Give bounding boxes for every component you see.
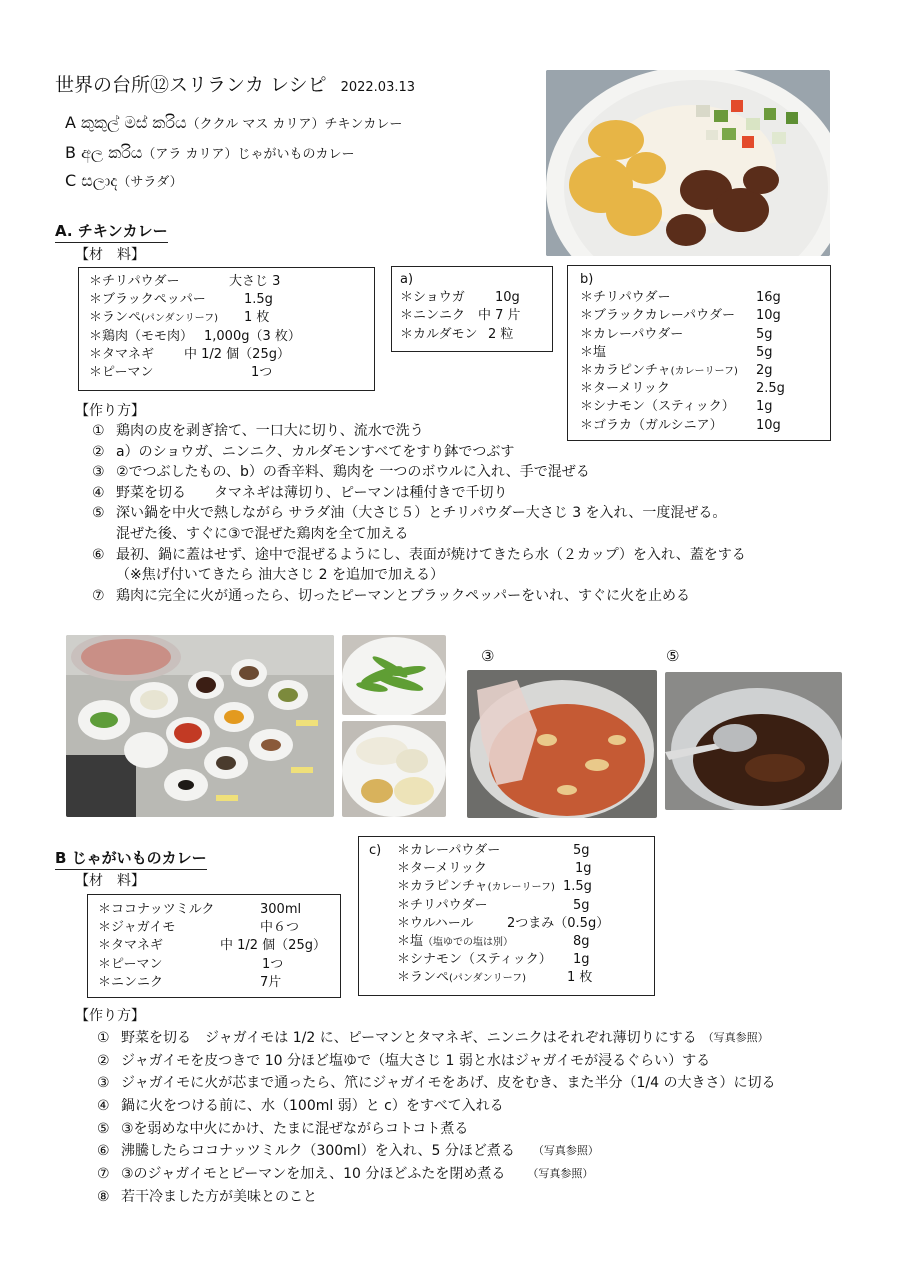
- ingredient-row: ＊ピーマン 1つ: [98, 956, 284, 972]
- ingredient-row: ＊ブラックペッパー 1.5g: [89, 292, 273, 308]
- ingredient-row: ＊ターメリック 1g: [397, 861, 592, 877]
- step-item: ⑦ ③のジャガイモとピーマンを加え、10 分ほどふたを閉め煮る （写真参照）: [97, 1166, 594, 1183]
- section-a-heading: A. チキンカレー: [55, 220, 168, 243]
- finished-dish-photo: [546, 70, 830, 256]
- ingredient-row: ＊カラピンチャ(カレーリーフ) 2g: [580, 362, 773, 378]
- step-item: ③ ②でつぶしたもの、b）の香辛料、鶏肉を 一つのボウルに入れ、手で混ぜる: [92, 464, 590, 481]
- step-continuation: 混ぜた後、すぐに③で混ぜた鶏肉を全て加える: [116, 525, 409, 542]
- section-b-method-label: 【作り方】: [75, 1008, 145, 1024]
- section-b-heading: B じゃがいものカレー: [55, 847, 207, 870]
- dish-a-line: A කුකුල් මස් කරිය（ククル マス カリア）チキンカレー: [65, 113, 403, 132]
- section-b-steps: [97, 1027, 775, 1209]
- page-title: [55, 70, 415, 97]
- title-text: 世界の台所⑫スリランカ レシピ: [55, 74, 327, 96]
- ingredient-row: ＊シナモン（スティック） 1g: [397, 952, 590, 968]
- step-item: ⑧ 若干冷ました方が美味とのこと: [97, 1188, 317, 1205]
- section-a-ingredients-label: 【材 料】: [75, 247, 145, 263]
- step-item: ⑥ 沸騰したらココナッツミルク（300ml）を入れ、5 分ほど煮る （写真参照）: [97, 1143, 599, 1160]
- dish-b-line: B අල කරිය（アラ カリア）じゃがいものカレー: [65, 143, 355, 162]
- ingredient-row: ＊カレーパウダー 5g: [580, 326, 773, 342]
- ingredient-row: ＊ピーマン 1つ: [89, 364, 273, 380]
- cut-peppers-photo: [342, 635, 446, 715]
- box-c: [358, 836, 655, 996]
- ingredient-row: ＊ショウガ 10g: [400, 290, 520, 306]
- ingredient-row: c) ＊カレーパウダー 5g: [369, 843, 590, 858]
- ingredient-row: ＊ココナッツミルク 300ml: [98, 902, 302, 917]
- step-item: ① 野菜を切る ジャガイモは 1/2 に、ピーマンとタマネギ、ニンニクはそれぞれ薄切りにする （写真参照）: [97, 1030, 769, 1046]
- ingredient-row: ＊ジャガイモ 中６つ: [98, 920, 300, 936]
- box-a: a) ＊ショウガ 10g ＊ニンニク 中 7 片 ＊カルダモン 2 粒: [391, 266, 553, 352]
- ingredient-row: ＊鶏肉（モモ肉） 1,000g（3 枚）: [89, 328, 301, 344]
- ingredient-row: ＊ニンニク 7片: [98, 974, 282, 990]
- dish-c-line: C සලාද（サラダ）: [65, 171, 183, 190]
- step-item: ① 鶏肉の皮を剥ぎ捨て、一口大に切り、流水で洗う: [92, 423, 424, 439]
- ingredient-row: ＊ターメリック 2.5g: [580, 381, 785, 397]
- step-continuation: （※焦げ付いてきたら 油大さじ 2 を追加で加える）: [116, 567, 444, 584]
- photo-label-3: ③: [481, 647, 495, 665]
- step-item: ④ 鍋に火をつける前に、水（100ml 弱）と c）をすべて入れる: [97, 1098, 504, 1115]
- step-item: ③ ジャガイモに火が芯まで通ったら、笊にジャガイモをあげ、皮をむき、また半分（1/4 の大きさ）に切る: [97, 1075, 776, 1092]
- section-a-method-label: 【作り方】: [75, 403, 145, 419]
- step-item: ② a）のショウガ、ニンニク、カルダモンすべてをすり鉢でつぶす: [92, 443, 515, 460]
- ingredient-row: ＊ランペ(パンダンリーフ) 1 枚: [89, 310, 270, 326]
- section-a-steps: [92, 421, 746, 606]
- ingredient-row: ＊ウルハール 2つまみ（0.5g）: [397, 915, 610, 931]
- chicken-main-ingredients-box: [78, 267, 375, 391]
- ingredient-row: ＊チリパウダー 16g: [580, 290, 781, 306]
- ingredient-row: ＊塩 5g: [580, 344, 773, 360]
- ingredient-row: ＊ゴラカ（ガルシニア） 10g: [580, 417, 781, 433]
- ingredients-photo: [66, 635, 334, 817]
- box-b: b) ＊チリパウダー 16g ＊ブラックカレーパウダー 10g ＊カレーパウダー 5g ＊塩 5g ＊カラピンチャ(カレーリーフ) 2g ＊ターメリック 2.5g ＊シナモン（スティック） 1g ＊ゴラカ（ガルシニア） 10g: [567, 265, 831, 441]
- ingredient-row: ＊カルダモン 2 粒: [400, 326, 514, 342]
- step-item: ⑥ 最初、鍋に蓋はせず、途中で混ぜるようにし、表面が焼けてきたら水（２カップ）を入れ、蓋をする: [92, 546, 746, 563]
- cut-onion-garlic-photo: [342, 721, 446, 817]
- step-item: ⑤ ③を弱めな中火にかけ、たまに混ぜながらコトコト煮る: [97, 1120, 469, 1137]
- ingredient-row: ＊ランペ(パンダンリーフ) 1 枚: [397, 970, 593, 986]
- ingredient-row: ＊シナモン（スティック） 1g: [580, 399, 773, 415]
- step-item: ⑦ 鶏肉に完全に火が通ったら、切ったピーマンとブラックペッパーをいれ、すぐに火を止める: [92, 587, 690, 604]
- ingredient-row: ＊チリパウダー 5g: [397, 897, 590, 913]
- step-item: ④ 野菜を切る タマネギは薄切り、ピーマンは種付きで千切り: [92, 484, 508, 501]
- ingredient-row: ＊塩（塩ゆでの塩は別） 8g: [397, 933, 590, 949]
- mixing-photo: [467, 670, 657, 818]
- ingredient-row: ＊カラピンチャ(カレーリーフ) 1.5g: [397, 879, 592, 895]
- title-date: 2022.03.13: [340, 80, 416, 95]
- potato-main-ingredients-box: [87, 894, 341, 998]
- step-item: ② ジャガイモを皮つきで 10 分ほど塩ゆで（塩大さじ 1 弱と水はジャガイモが浸るぐらい）する: [97, 1052, 711, 1069]
- section-b-ingredients-label: 【材 料】: [75, 873, 145, 889]
- ingredient-row: ＊ブラックカレーパウダー 10g: [580, 308, 781, 324]
- ingredient-row: ＊チリパウダー 大さじ 3: [89, 274, 281, 289]
- ingredient-row: ＊タマネギ 中 1/2 個（25g）: [89, 346, 290, 362]
- photo-label-5: ⑤: [666, 647, 680, 665]
- ingredient-row: ＊ニンニク 中 7 片: [400, 308, 521, 324]
- step-item: ⑤ 深い鍋を中火で熱しながら サラダ油（大さじ５）とチリパウダー大さじ 3 を入れ、一度混ぜる。: [92, 505, 727, 522]
- pot-photo: [665, 672, 842, 810]
- ingredient-row: ＊タマネギ 中 1/2 個（25g）: [98, 938, 326, 954]
